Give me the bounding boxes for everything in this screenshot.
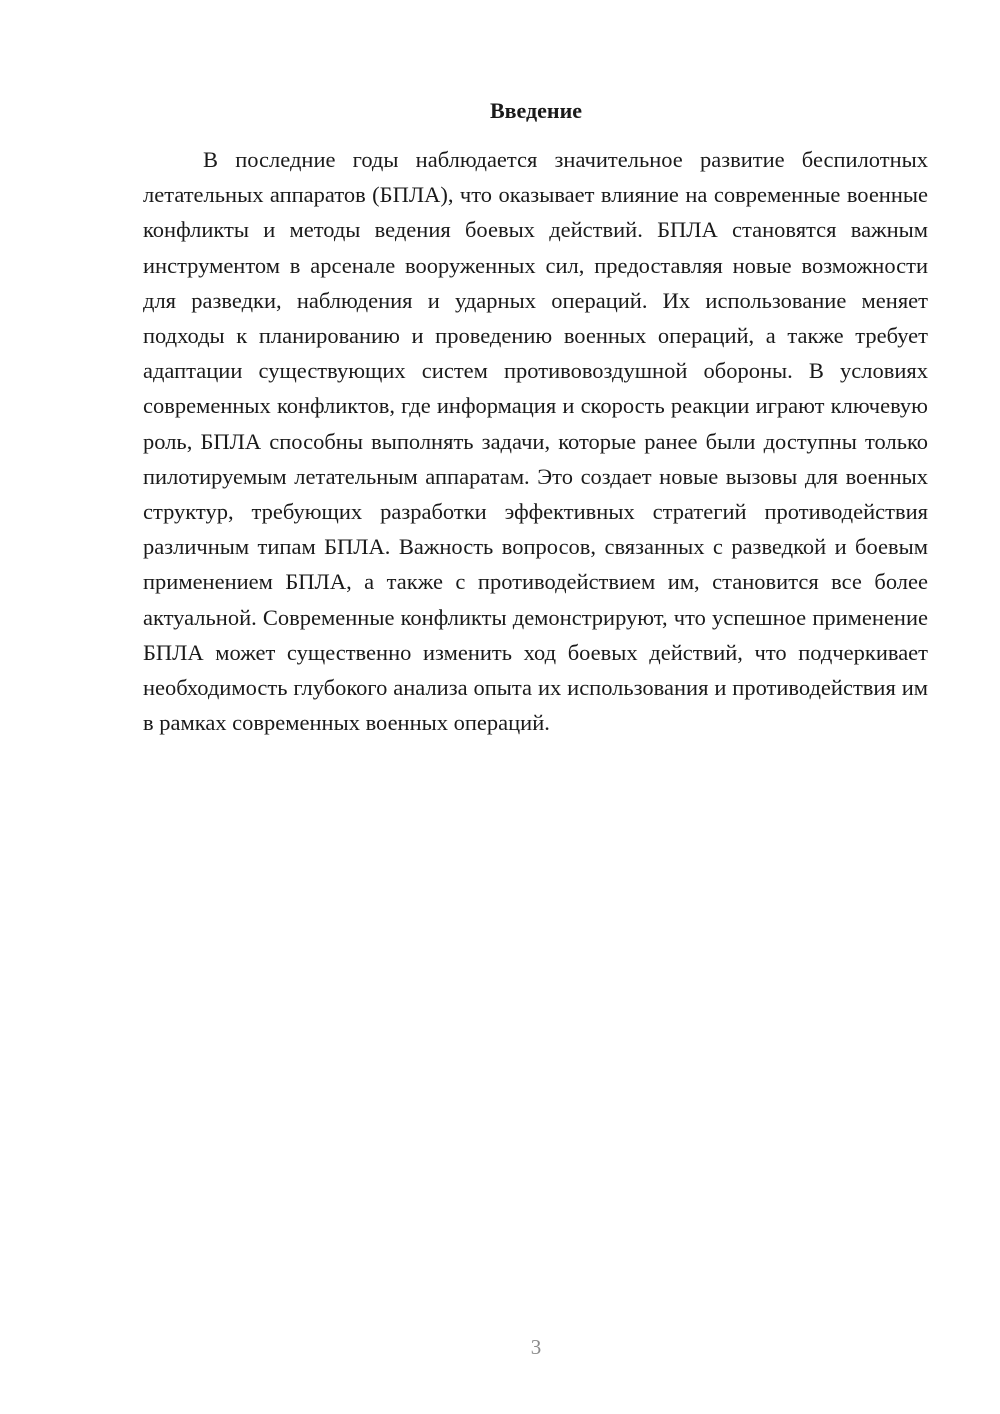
section-title: Введение <box>489 98 583 123</box>
page-number: 3 <box>530 1335 542 1359</box>
body-paragraph: В последние годы наблюдается значительное развитие беспилотных летательных аппаратов (БПЛА), что оказывает влияние на современные военные конфликты и методы ведения боевых действий. БПЛА становятся важным инструментом в арсенале вооруженных сил, предоставляя новые возможности для разведки, наблюдения и ударных операций. Их использование меняет подходы к планированию и проведению военных операций, а также требует адаптации существующих систем противовоздушной обороны. В условиях современных конфликтов, где информация и скорость реакции играют ключевую роль, БПЛА способны выполнять задачи, которые ранее были доступны только пилотируемым летательным аппаратам. Это создает новые вызовы для военных структур, требующих разработки эффективных стратегий противодействия различным типам БПЛА. Важность вопросов, связанных с разведкой и боевым применением БПЛА, а также с противодействием им, становится все более актуальной. Современные конфликты демонстрируют, что успешное применение БПЛА может существенно изменить ход боевых действий, что подчеркивает необходимость глубокого анализа опыта их использования и противодействия им в рамках современных военных операций. <box>143 147 928 736</box>
